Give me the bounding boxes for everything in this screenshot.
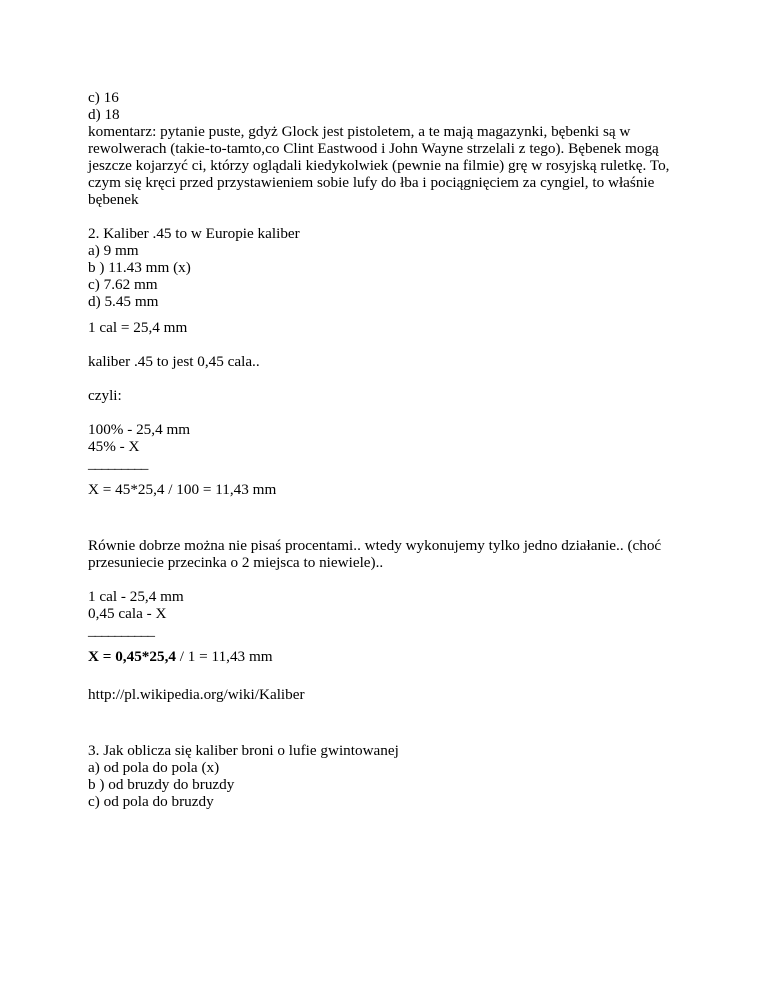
q2-option-a: a) 9 mm — [88, 242, 139, 259]
caliber-note: kaliber .45 to jest 0,45 cala.. — [88, 353, 260, 370]
q2-option-c: c) 7.62 mm — [88, 276, 158, 293]
q1-option-c: c) 16 — [88, 89, 119, 106]
proportion1-rule: _________ — [88, 455, 148, 472]
spacer — [88, 665, 678, 686]
spacer — [88, 370, 678, 387]
document-body — [88, 89, 678, 810]
q3-option-a: a) od pola do pola (x) — [88, 759, 220, 776]
spacer — [88, 703, 678, 742]
wikipedia-link[interactable]: http://pl.wikipedia.org/wiki/Kaliber — [88, 686, 305, 703]
proportion2-result-bold: X = 0,45*25,4 — [88, 648, 176, 665]
q1-option-d: d) 18 — [88, 106, 120, 123]
q3-option-b: b ) od bruzdy do bruzdy — [88, 776, 235, 793]
spacer — [88, 336, 678, 353]
spacer — [88, 472, 678, 481]
q2-question: 2. Kaliber .45 to w Europie kaliber — [88, 225, 300, 242]
q2-option-b: b ) 11.43 mm (x) — [88, 259, 191, 276]
proportion1-line1: 100% - 25,4 mm — [88, 421, 191, 438]
proportion2-result — [88, 648, 678, 665]
alternative-method-note: Równie dobrze można nie pisaś procentami.. wtedy wykonujemy tylko jedno działanie.. (choć przesuniecie przecinka o 2 miejsca to niewiele).. — [88, 537, 662, 571]
spacer — [88, 208, 678, 225]
spacer — [88, 404, 678, 421]
proportion1-result: X = 45*25,4 / 100 = 11,43 mm — [88, 481, 277, 498]
spacer — [88, 571, 678, 588]
proportion2-line2: 0,45 cala - X — [88, 605, 167, 622]
q1-comment: komentarz: pytanie puste, gdyż Glock jest pistoletem, a te mają magazynki, bębenki są w rewolwerach (takie-to-tamto,co Clint Eastwood i John Wayne strzelali z tego). Bębenek mogą jeszcze kojarzyć ci, którzy oglądali kiedykolwiek (pewnie na filmie) grę w rosyjską ruletkę. To, czym się kręci przed przystawieniem sobie lufy do łba i pociągnięciem za cyngiel, to właśnie bębenek — [88, 123, 670, 208]
q2-option-d: d) 5.45 mm — [88, 293, 159, 310]
spacer — [88, 498, 678, 537]
proportion2-line1: 1 cal - 25,4 mm — [88, 588, 184, 605]
czyli-label: czyli: — [88, 387, 122, 404]
spacer — [88, 639, 678, 648]
q3-option-c: c) od pola do bruzdy — [88, 793, 214, 810]
proportion2-result-rest: / 1 = 11,43 mm — [175, 648, 273, 665]
proportion2-rule: __________ — [88, 622, 154, 639]
spacer — [88, 310, 678, 319]
inch-conversion-note: 1 cal = 25,4 mm — [88, 319, 188, 336]
proportion1-line2: 45% - X — [88, 438, 140, 455]
q3-question: 3. Jak oblicza się kaliber broni o lufie gwintowanej — [88, 742, 399, 759]
